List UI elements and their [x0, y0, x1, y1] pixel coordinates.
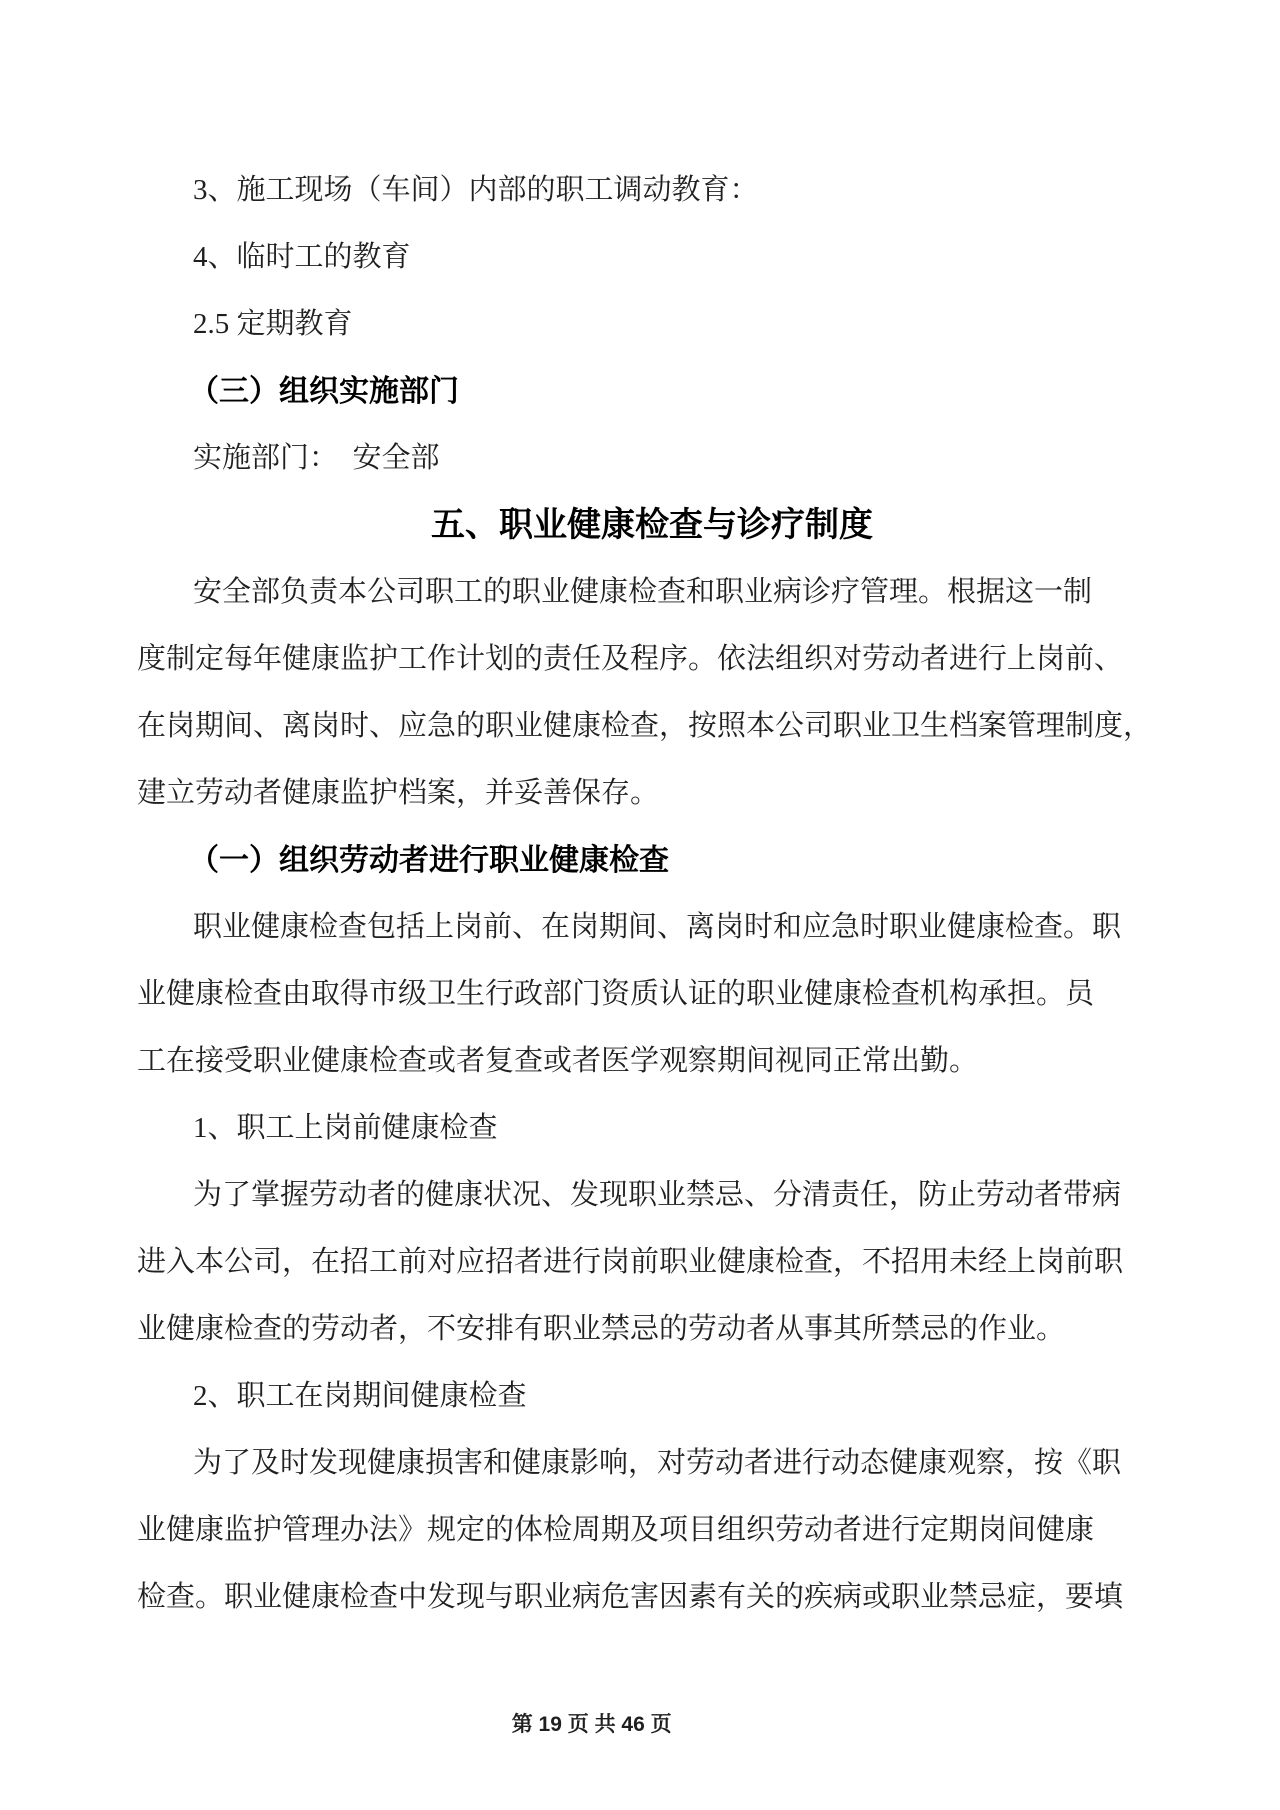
text-line: 工在接受职业健康检查或者复查或者医学观察期间视同正常出勤。: [137, 1045, 979, 1077]
text-line: 1、职工上岗前健康检查: [193, 1112, 498, 1144]
text-line: 2.5 定期教育: [193, 308, 353, 340]
text-line: 3、施工现场（车间）内部的职工调动教育：: [193, 174, 759, 206]
text-line: 实施部门： 安全部: [193, 442, 440, 474]
page-number-text: 第 19 页 共 46 页: [511, 1713, 672, 1736]
text-line: 业健康检查由取得市级卫生行政部门资质认证的职业健康检查机构承担。员: [137, 978, 1095, 1010]
section-heading: （三）组织实施部门: [189, 375, 459, 408]
text-line: 度制定每年健康监护工作计划的责任及程序。依法组织对劳动者进行上岗前、: [137, 643, 1124, 675]
text-line: 2、职工在岗期间健康检查: [193, 1380, 527, 1412]
text-line: 在岗期间、离岗时、应急的职业健康检查，按照本公司职业卫生档案管理制度，: [137, 710, 1153, 742]
chapter-heading: 五、职业健康检查与诊疗制度: [431, 506, 873, 544]
text-line: 职业健康检查包括上岗前、在岗期间、离岗时和应急时职业健康检查。职: [193, 911, 1122, 943]
text-line: 业健康检查的劳动者，不安排有职业禁忌的劳动者从事其所禁忌的作业。: [137, 1313, 1066, 1345]
text-line: 为了掌握劳动者的健康状况、发现职业禁忌、分清责任，防止劳动者带病: [193, 1179, 1122, 1211]
text-line: 检查。职业健康检查中发现与职业病危害因素有关的疾病或职业禁忌症，要填: [137, 1581, 1124, 1613]
text-line: 安全部负责本公司职工的职业健康检查和职业病诊疗管理。根据这一制: [193, 576, 1093, 608]
text-line: 为了及时发现健康损害和健康影响，对劳动者进行动态健康观察，按《职: [193, 1447, 1122, 1479]
text-line: 建立劳动者健康监护档案，并妥善保存。: [137, 777, 660, 809]
page-footer: [0, 1680, 1160, 1736]
text-line: 进入本公司，在招工前对应招者进行岗前职业健康检查，不招用未经上岗前职: [137, 1246, 1124, 1278]
text-line: 4、临时工的教育: [193, 241, 411, 273]
document-body: [137, 0, 1167, 1631]
text-line: 业健康监护管理办法》规定的体检周期及项目组织劳动者进行定期岗间健康: [137, 1514, 1095, 1546]
section-heading: （一）组织劳动者进行职业健康检查: [189, 844, 669, 877]
